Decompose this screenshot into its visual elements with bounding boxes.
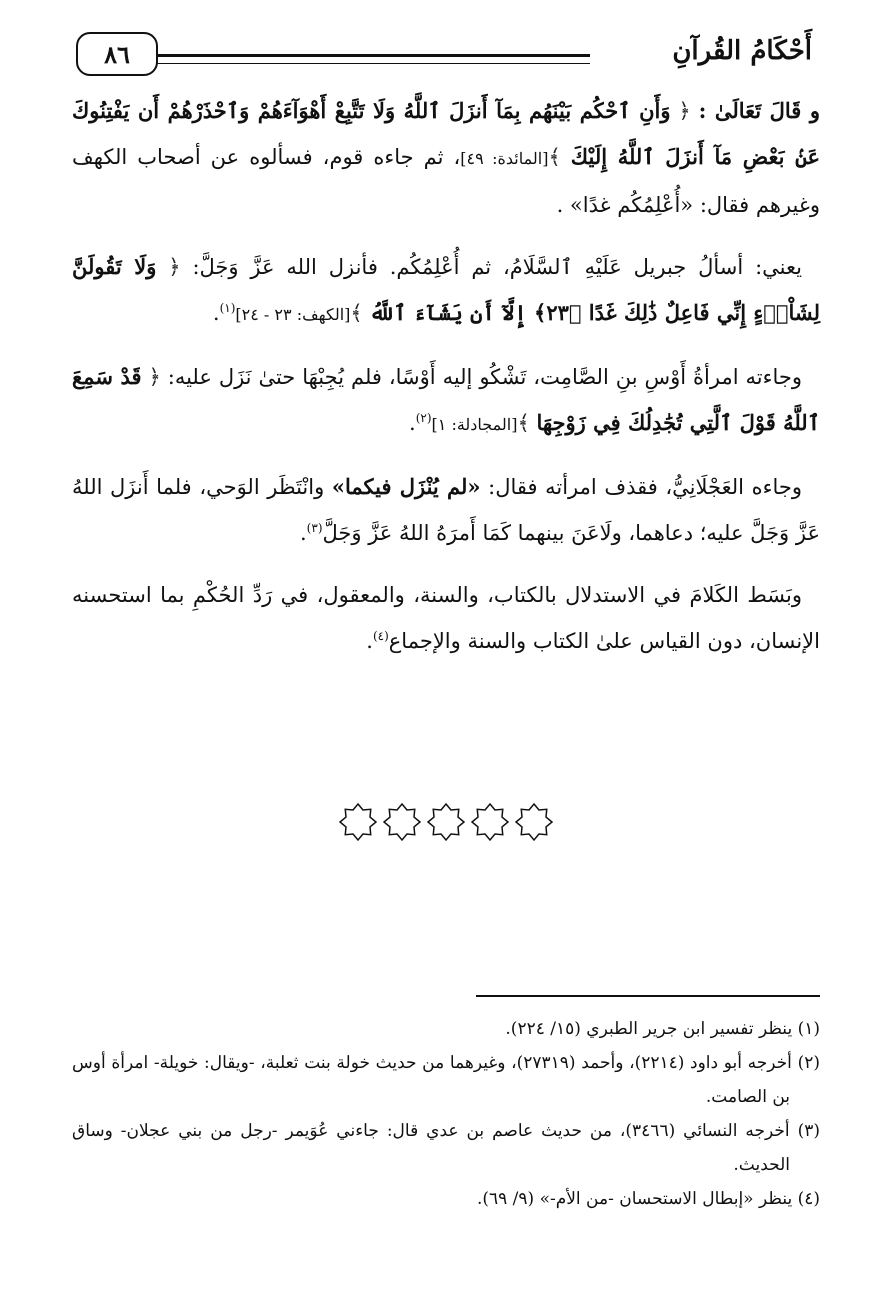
footnote-1: (١) ينظر تفسير ابن جرير الطبري (١٥/ ٢٢٤). xyxy=(505,1019,820,1039)
intro-phrase: و قَالَ تَعَالَىٰ : xyxy=(698,98,820,123)
verse-close-ornament: ﴾ xyxy=(548,145,561,169)
verse-close-ornament: ﴾ xyxy=(517,411,530,435)
eight-point-star-icon xyxy=(382,802,422,842)
footnotes xyxy=(72,1012,820,1216)
paragraph-text: وجاءته امرأةُ أَوْسِ بنِ الصَّامِت، تَشْكُو إليه أَوْسًا، فلم يُجِبْهَا حتىٰ نَزَل عليه: xyxy=(167,365,802,389)
paragraph-4 xyxy=(72,464,820,556)
paragraph-text: يعني: أسألُ جبريل عَلَيْهِ ٱلسَّلَامُ، ثم أُعْلِمُكُم. فأنزل الله عَزَّ وَجَلَّ: xyxy=(192,255,802,279)
quran-verse: وَأَنِ ٱحْكُم بَيْنَهُم بِمَآ أَنزَلَ ٱللَّهُ وَلَا تَتَّبِعْ أَهْوَآءَهُمْ وَٱحْذَرْهُمْ أَن يَفْتِنُوكَ عَنۢ بَعْضِ مَآ أَنزَلَ ٱللَّهُ إِلَيْكَ xyxy=(72,98,820,169)
section-separator xyxy=(0,802,892,842)
eight-point-star-icon xyxy=(514,802,554,842)
prophetic-quote: «لم يُنْزَل فيكما» xyxy=(331,474,481,499)
footnote-4: (٤) ينظر «إبطال الاستحسان -من الأم-» (٩/ ٦٩). xyxy=(476,1189,820,1209)
paragraph-2 xyxy=(72,244,820,338)
paragraph-3 xyxy=(72,354,820,448)
paragraph-text: وبَسَط الكَلامَ في الاستدلال بالكتاب، والسنة، والمعقول، في رَدِّ الحُكْمِ بما استحسنه الإنسان، دون القياس علىٰ الكتاب والسنة والإجماع xyxy=(72,583,820,653)
paragraph-1 xyxy=(72,88,820,228)
eight-point-star-icon xyxy=(426,802,466,842)
paragraph-text: وجاءه العَجْلَانِيُّ، فقذف امرأته فقال: xyxy=(480,475,802,499)
verse-reference: [المائدة: ٤٩] xyxy=(460,149,549,168)
verse-close-ornament: ﴾ xyxy=(350,301,363,325)
sentence-end: . xyxy=(212,301,220,325)
page-number: ٨٦ xyxy=(76,32,158,76)
quran-verse: قَدْ سَمِعَ ٱللَّهُ قَوْلَ ٱلَّتِي تُجَٰدِلُكَ فِي زَوْجِهَا xyxy=(72,364,820,435)
eight-point-star-icon xyxy=(470,802,510,842)
footnote-3: (٣) أخرجه النسائي (٣٤٦٦)، من حديث عاصم بن عدي قال: جاءني عُوَيمر -رجل من بني عجلان- وساق الحديث. xyxy=(72,1121,820,1175)
footnote-rule xyxy=(476,995,820,997)
paragraph-text: وانْتَظَر الوَحي، فلما أَنزَل اللهُ عَزَّ وَجَلَّ عليه؛ دعاهما، ولَاعَنَ بينهما كَمَا أَمرَهُ اللهُ عَزَّ وَجَلَّ xyxy=(72,475,820,545)
sentence-end: . xyxy=(299,521,307,545)
verse-reference: [المجادلة: ١] xyxy=(431,415,518,434)
header-rule xyxy=(156,54,590,64)
footnote-marker[interactable]: (١) xyxy=(219,301,236,315)
eight-point-star-icon xyxy=(338,802,378,842)
paragraph-5 xyxy=(72,572,820,664)
sentence-end: . xyxy=(366,629,373,653)
verse-open-ornament: ﴿ xyxy=(678,99,691,123)
page-header xyxy=(70,30,822,86)
main-text xyxy=(72,88,820,680)
paragraph-text: ، ثم جاءه قوم، فسألوه عن أصحاب الكهف وغيرهم فقال: «أُعْلِمُكُم غدًا» . xyxy=(72,145,820,217)
verse-open-ornament: ﴿ xyxy=(148,365,161,389)
footnote-marker[interactable]: (٢) xyxy=(415,411,432,425)
verse-open-ornament: ﴿ xyxy=(168,255,181,279)
quran-verse: وَلَا تَقُولَنَّ لِشَاْىۡءٍ إِنِّي فَاعِلٌ ذَٰلِكَ غَدًا ﴿٢٣﴾ إِلَّآ أَن يَشَآءَ ٱللَّهُ xyxy=(72,254,820,325)
sentence-end: . xyxy=(409,411,416,435)
book-title: أَحْكَامُ القُرآنِ xyxy=(672,36,812,66)
verse-reference: [الكهف: ٢٣ - ٢٤] xyxy=(235,305,351,324)
footnote-marker[interactable]: (٣) xyxy=(306,521,323,535)
footnote-2: (٢) أخرجه أبو داود (٢٢١٤)، وأحمد (٢٧٣١٩)، وغيرهما من حديث خولة بنت ثعلبة، -ويقال: خويلة- امرأة أوس بن الصامت. xyxy=(72,1053,820,1107)
footnote-marker[interactable]: (٤) xyxy=(372,629,389,643)
